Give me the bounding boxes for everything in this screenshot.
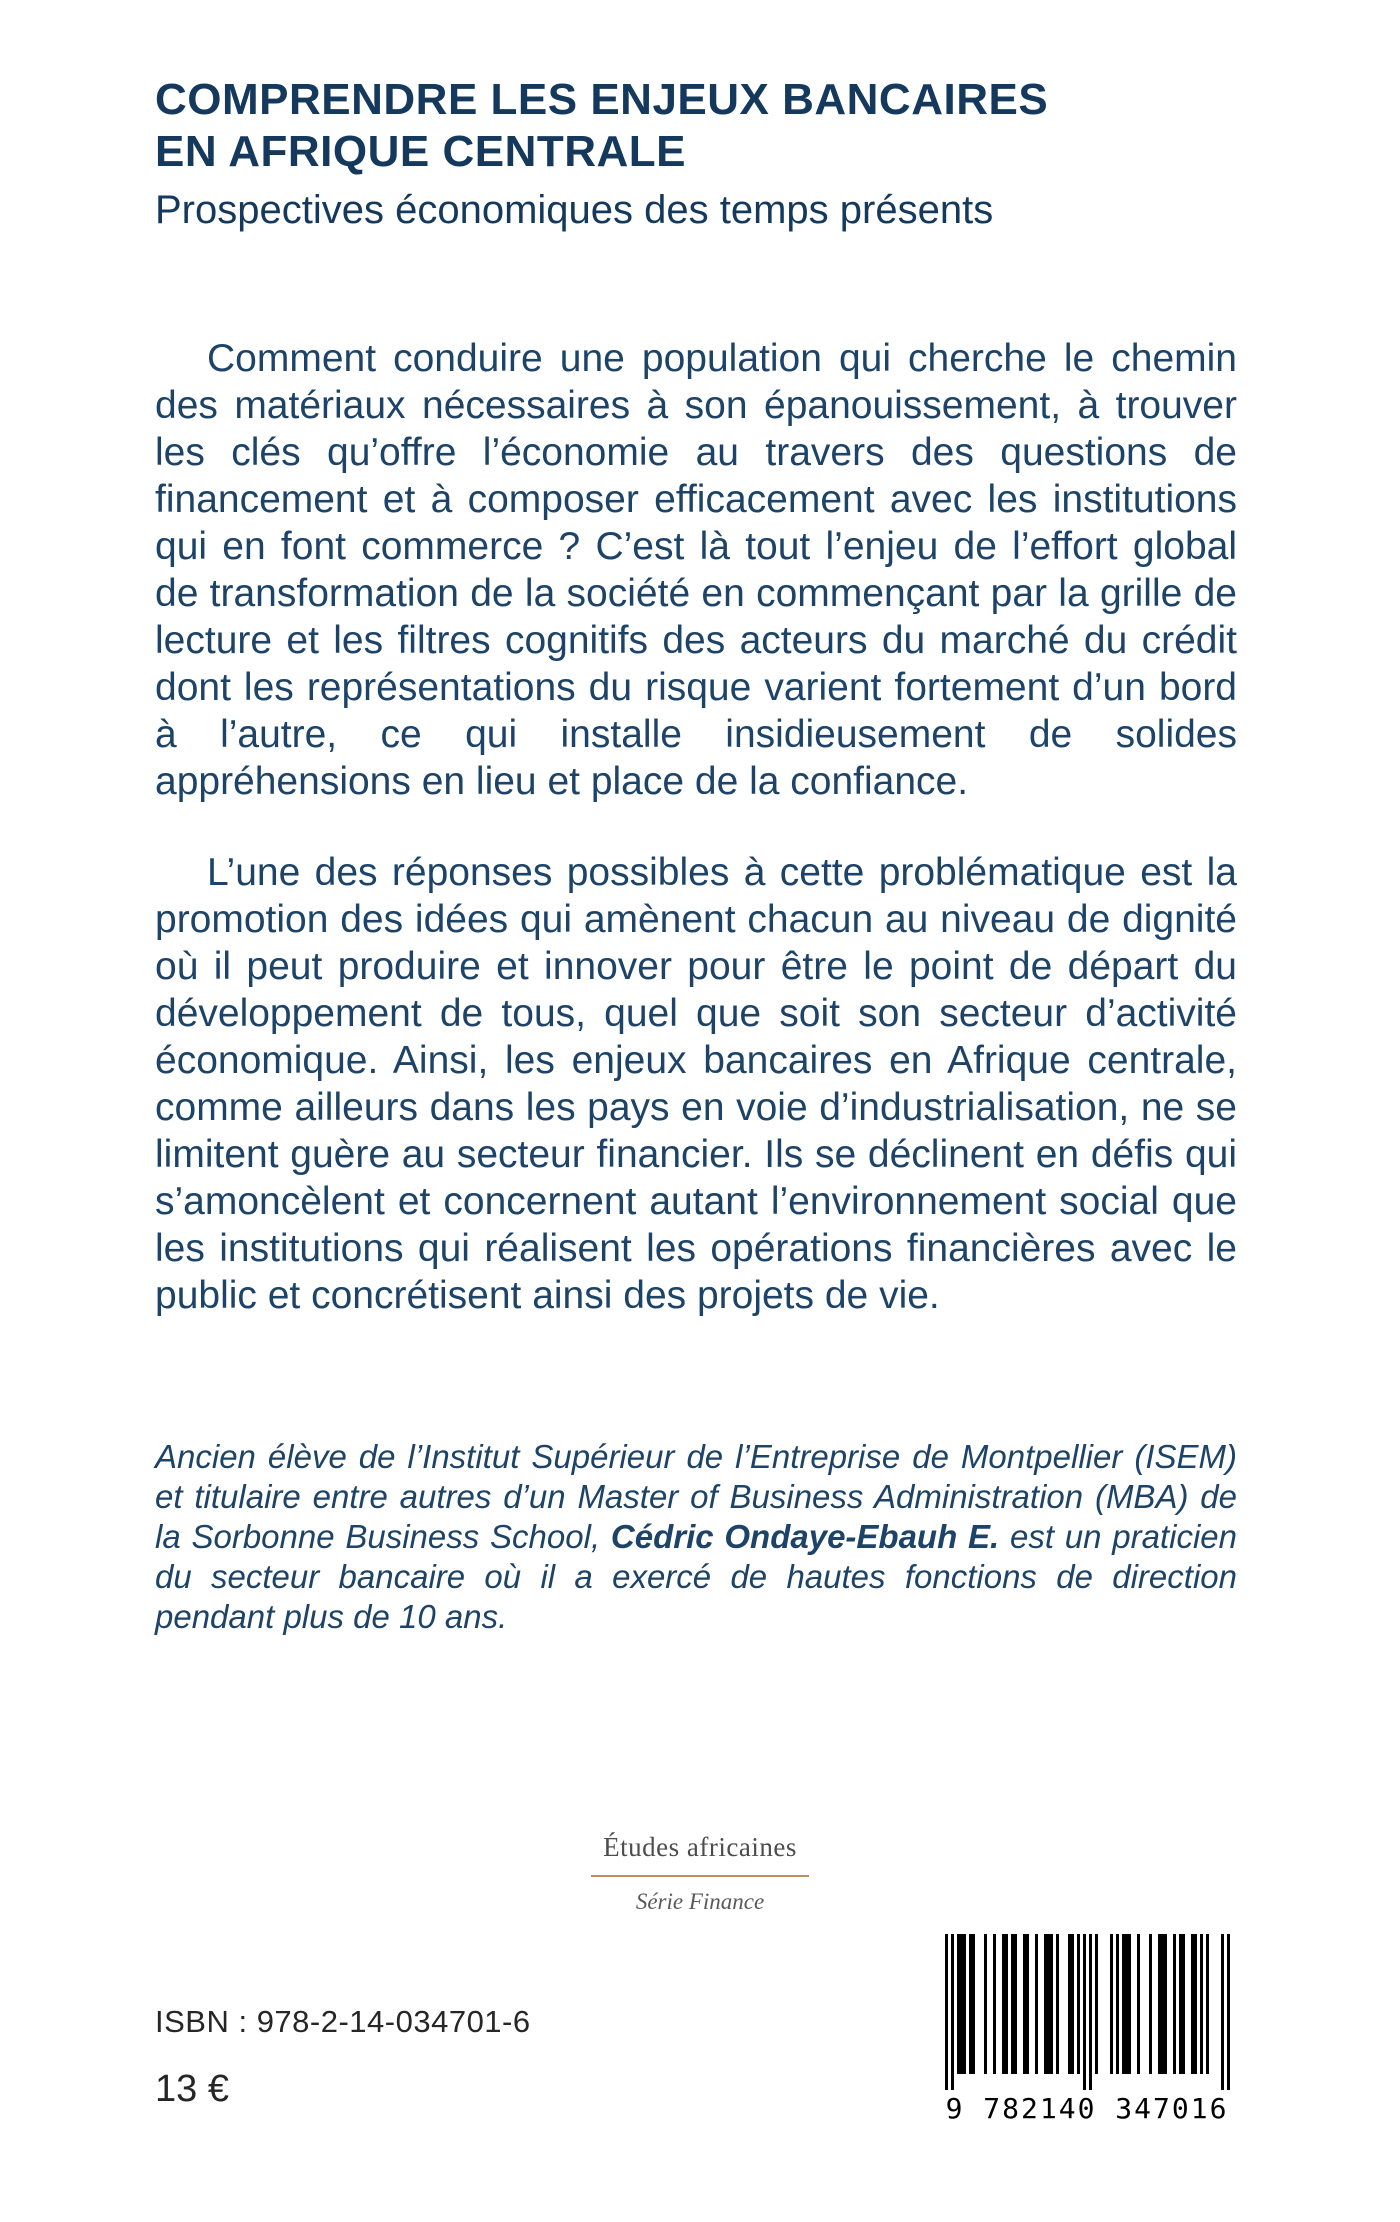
collection-name: Études africaines <box>591 1832 809 1877</box>
barcode <box>937 1934 1237 2125</box>
author-name: Cédric Ondaye-Ebauh E. <box>610 1517 1000 1555</box>
barcode-bars <box>937 1934 1237 2090</box>
book-subtitle: Prospectives économiques des temps présents <box>155 187 994 232</box>
back-cover-paragraph-2: L’une des réponses possibles à cette problématique est la promotion des idées qui amènent chacun au niveau de dignité où il peut produire et innover pour être le point de départ du développement de tous, quel que soit son secteur d’activité économique. Ainsi, les enjeux bancaires en Afrique centrale, comme ailleurs dans les pays en voie d’industrialisation, ne se limitent guère au secteur financier. Ils se déclinent en défis qui s’amoncèlent et concernent autant l’environnement social que les institutions qui réalisent les opérations financières avec le public et concrétisent ainsi des projets de vie. <box>155 850 1237 1317</box>
content-column <box>155 0 1237 1670</box>
author-bio-pre: Ancien élève de l’Institut Supérieur de l’Entreprise de Montpellier (ISEM) et titulaire entre autres d’un Master of Business Administration (MBA) de la Sorbonne Business School, <box>155 1437 1237 1555</box>
price-text: 13 € <box>155 2068 229 2110</box>
series-name: Série Finance <box>635 1889 765 1914</box>
author-bio <box>155 1437 1237 1637</box>
book-title-line2: EN AFRIQUE CENTRALE <box>155 126 686 176</box>
back-cover-paragraph-1: Comment conduire une population qui cherche le chemin des matériaux nécessaires à son épanouissement, à trouver les clés qu’offre l’économie au travers des questions de financement et à composer efficacement avec les institutions qui en font commerce ? C’est là tout l’enjeu de l’effort global de transformation de la société en commençant par la grille de lecture et les filtres cognitifs des acteurs du marché du crédit dont les représentations du risque varient fortement d’un bord à l’autre, ce qui installe insidieusement de solides appréhensions en lieu et place de la confiance. <box>155 336 1237 803</box>
book-title <box>155 74 1237 178</box>
author-bio-post: est un praticien du secteur bancaire où il a exercé de hautes fonctions de direction pendant plus de 10 ans. <box>155 1517 1237 1635</box>
barcode-number: 9 782140 347016 <box>945 2092 1229 2125</box>
collection-block <box>0 1832 1400 1915</box>
book-title-line1: COMPRENDRE LES ENJEUX BANCAIRES <box>155 75 1049 124</box>
isbn-text: ISBN : 978-2-14-034701-6 <box>155 2004 531 2039</box>
